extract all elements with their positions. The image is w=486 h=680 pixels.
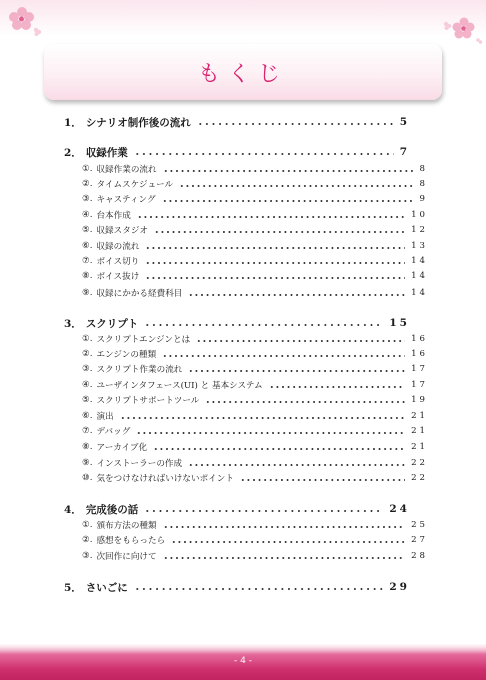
toc-entry-title: ユーザインタフェース(UI) と 基本システム <box>96 381 263 391</box>
toc-subsection-entry[interactable] <box>82 393 428 407</box>
toc-chapter-entry[interactable] <box>64 580 410 594</box>
toc-entry-number: ①. <box>82 164 93 174</box>
dot-leader <box>163 170 414 172</box>
toc-entry-page-number: 7 <box>399 146 410 158</box>
toc-entry-page-number: 27 <box>411 535 428 545</box>
dot-leader <box>196 340 405 342</box>
toc-entry-title: スクリプト <box>85 317 139 330</box>
toc-entry-page-number: 8 <box>419 179 428 189</box>
toc-entry-title: ボイス抜け <box>96 272 140 282</box>
dot-leader <box>188 294 405 296</box>
dot-leader <box>171 541 405 543</box>
toc-entry-title: 完成後の話 <box>85 503 139 516</box>
toc-entry-number: ②. <box>82 179 93 189</box>
toc-entry-number: ③. <box>82 364 93 374</box>
toc-entry-title: 収録作業の流れ <box>96 165 157 175</box>
page-number: - 4 - <box>234 656 252 666</box>
toc-entry-title: スクリプトサポートツール <box>96 396 200 406</box>
toc-entry-page-number: 17 <box>411 380 428 390</box>
toc-subsection-entry[interactable] <box>82 347 428 361</box>
toc-entry-number: ⑦. <box>82 256 93 266</box>
dot-leader <box>134 588 384 590</box>
toc-subsection-entry[interactable] <box>82 409 428 423</box>
dot-leader <box>197 123 394 125</box>
toc-chapter-entry[interactable] <box>64 316 410 330</box>
toc-entry-page-number: 5 <box>399 116 410 128</box>
toc-entry-title: アーカイブ化 <box>96 443 148 453</box>
dot-leader <box>144 324 383 326</box>
toc-entry-page-number: 28 <box>411 551 428 561</box>
toc-entry-page-number: 14 <box>411 288 428 298</box>
dot-leader <box>179 185 413 187</box>
toc-entry-title: 頒布方法の種類 <box>96 521 157 531</box>
dot-leader <box>145 277 405 279</box>
toc-entry-title: 収録の流れ <box>96 242 140 252</box>
cherry-blossom-icon-right <box>440 14 484 46</box>
cherry-blossom-icon-left <box>2 2 42 36</box>
toc-entry-number: ①. <box>82 520 93 530</box>
toc-entry-number: 4． <box>64 503 82 516</box>
toc-entry-page-number: 12 <box>411 225 428 235</box>
toc-entry-title: 収録にかかる経費科目 <box>96 289 183 299</box>
toc-entry-title: 収録スタジオ <box>96 226 149 236</box>
toc-subsection-entry[interactable] <box>82 332 428 346</box>
toc-entry-page-number: 9 <box>419 194 428 204</box>
toc-entry-number: ②. <box>82 349 93 359</box>
toc-entry-page-number: 17 <box>411 364 428 374</box>
dot-leader <box>154 231 405 233</box>
toc-entry-title: デバッグ <box>96 427 131 437</box>
toc-entry-number: ⑥. <box>82 411 93 421</box>
dot-leader <box>136 432 405 434</box>
toc-subsection-entry[interactable] <box>82 471 428 485</box>
toc-subsection-entry[interactable] <box>82 424 428 438</box>
toc-entry-page-number: 25 <box>411 520 428 530</box>
toc-entry-number: ④. <box>82 380 93 390</box>
toc-subsection-entry[interactable] <box>82 177 428 191</box>
toc-entry-number: ⑤. <box>82 395 93 405</box>
toc-entry-page-number: 21 <box>411 411 428 421</box>
toc-entry-number: 2． <box>64 146 82 159</box>
dot-leader <box>134 153 394 155</box>
toc-entry-page-number: 21 <box>411 442 428 452</box>
dot-leader <box>162 200 414 202</box>
toc-entry-title: さいごに <box>85 581 128 594</box>
toc-subsection-entry[interactable] <box>82 549 428 563</box>
toc-entry-number: ②. <box>82 535 93 545</box>
toc-entry-number: ①. <box>82 334 93 344</box>
top-decorative-band <box>0 0 486 36</box>
toc-entry-number: ⑧. <box>82 442 93 452</box>
page-title: もくじ <box>197 61 288 87</box>
toc-entry-number: ③. <box>82 194 93 204</box>
toc-subsection-entry[interactable] <box>82 518 428 532</box>
dot-leader <box>145 247 405 249</box>
dot-leader <box>188 370 405 372</box>
toc-entry-title: ボイス切り <box>96 257 140 267</box>
toc-subsection-entry[interactable] <box>82 192 428 206</box>
toc-entry-number: ⑤. <box>82 225 93 235</box>
toc-entry-page-number: 13 <box>411 241 428 251</box>
toc-entry-number: ⑦. <box>82 426 93 436</box>
toc-entry-title: 演出 <box>96 412 114 422</box>
toc-entry-number: ⑨. <box>82 288 93 298</box>
dot-leader <box>137 216 405 218</box>
dot-leader <box>163 526 405 528</box>
dot-leader <box>188 464 405 466</box>
toc-entry-title: インストーラーの作成 <box>96 459 183 469</box>
dot-leader <box>163 557 405 559</box>
toc-subsection-entry[interactable] <box>82 286 428 300</box>
toc-chapter-entry[interactable] <box>64 115 410 129</box>
dot-leader <box>162 355 405 357</box>
toc-subsection-entry[interactable] <box>82 162 428 176</box>
toc-entry-number: ⑥. <box>82 241 93 251</box>
toc-subsection-entry[interactable] <box>82 456 428 470</box>
toc-chapter-entry[interactable] <box>64 145 410 159</box>
toc-entry-page-number: 22 <box>411 473 428 483</box>
toc-entry-number: 5． <box>64 581 82 594</box>
toc-entry-title: シナリオ制作後の流れ <box>85 116 191 129</box>
toc-entry-title: 感想をもらったら <box>96 536 166 546</box>
dot-leader <box>205 401 405 403</box>
toc-entry-page-number: 14 <box>411 256 428 266</box>
toc-entry-title: 気をつけなければいけないポイント <box>96 474 234 484</box>
toc-entry-page-number: 10 <box>411 210 428 220</box>
toc-entry-title: 台本作成 <box>96 211 131 221</box>
toc-entry-page-number: 29 <box>389 581 410 593</box>
toc-entry-page-number: 14 <box>411 271 428 281</box>
toc-entry-page-number: 24 <box>389 503 410 515</box>
toc-chapter-entry[interactable] <box>64 502 410 516</box>
toc-subsection-entry[interactable] <box>82 440 428 454</box>
toc-entry-page-number: 15 <box>389 317 410 329</box>
toc-entry-title: スクリプトエンジンとは <box>96 335 191 345</box>
toc-entry-title: キャスティング <box>96 195 156 205</box>
toc-entry-page-number: 16 <box>411 349 428 359</box>
toc-entry-page-number: 22 <box>411 458 428 468</box>
toc-entry-page-number: 19 <box>411 395 428 405</box>
toc-subsection-entry[interactable] <box>82 533 428 547</box>
toc-subsection-entry[interactable] <box>82 223 428 237</box>
toc-entry-page-number: 21 <box>411 426 428 436</box>
dot-leader <box>145 262 405 264</box>
toc-subsection-entry[interactable] <box>82 378 428 392</box>
toc-entry-title: 次回作に向けて <box>96 552 157 562</box>
toc-entry-title: 収録作業 <box>85 146 128 159</box>
toc-entry-number: ⑩. <box>82 473 93 483</box>
toc-entry-number: ⑧. <box>82 271 93 281</box>
toc-entry-number: ③. <box>82 551 93 561</box>
toc-entry-number: ⑨. <box>82 458 93 468</box>
dot-leader <box>144 510 383 512</box>
dot-leader <box>240 479 405 481</box>
dot-leader <box>269 386 405 388</box>
toc-entry-number: 3． <box>64 317 82 330</box>
toc-entry-title: スクリプト作業の流れ <box>96 365 183 375</box>
toc-entry-number: 1． <box>64 116 82 129</box>
toc-subsection-entry[interactable] <box>82 254 428 268</box>
toc-entry-title: タイムスケジュール <box>96 180 174 190</box>
toc-entry-number: ④. <box>82 210 93 220</box>
toc-entry-page-number: 16 <box>411 334 428 344</box>
toc-entry-page-number: 8 <box>419 164 428 174</box>
toc-subsection-entry[interactable] <box>82 362 428 376</box>
toc-subsection-entry[interactable] <box>82 239 428 253</box>
dot-leader <box>153 448 405 450</box>
toc-subsection-entry[interactable] <box>82 269 428 283</box>
dot-leader <box>120 417 405 419</box>
title-banner <box>44 44 442 100</box>
toc-entry-title: エンジンの種類 <box>96 350 157 360</box>
toc-subsection-entry[interactable] <box>82 208 428 222</box>
